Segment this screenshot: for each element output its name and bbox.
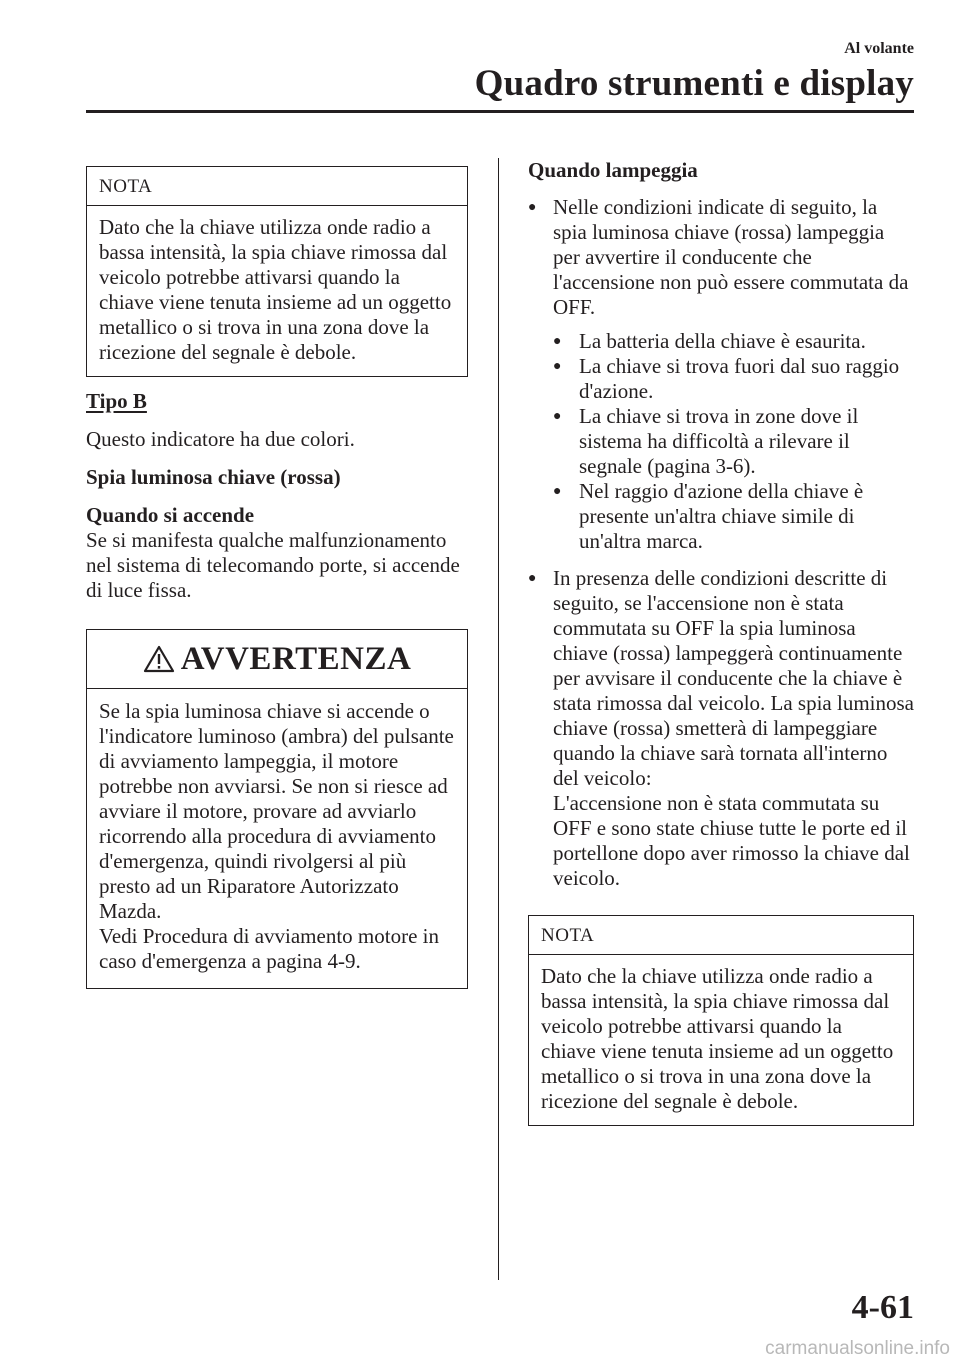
spia-heading: Spia luminosa chiave (rossa) — [86, 465, 341, 489]
section-title: Quadro strumenti e display — [474, 63, 914, 104]
warning-label: AVVERTENZA — [180, 640, 412, 677]
sub-bullet-icon: ● — [553, 334, 562, 349]
tipo-b-heading: Tipo B — [86, 389, 147, 413]
warning-box — [86, 629, 468, 989]
sub-item-text: La chiave si trova fuori dal suo raggio d'azione. — [579, 354, 900, 403]
column-divider — [498, 158, 499, 1280]
intro-text: Questo indicatore ha due colori. — [86, 427, 355, 451]
sub-list-item — [553, 479, 914, 554]
bullet-text: Nelle condizioni indicate di seguito, la spia luminosa chiave (rossa) lampeggia per avvertire il conducente che l'accensione non può essere commutata da OFF. — [553, 195, 909, 319]
bullet-text: In presenza delle condizioni descritte di seguito, se l'accensione non è stata commutata su OFF la spia luminosa chiave (rossa) lampeggerà continuamente per avvisare il conducente che la chiave è stata rimossa dal veicolo. La spia luminosa chiave (rossa) smetterà di lampeggiare quando la chiave sarà tornata all'interno del veicolo: — [553, 566, 914, 790]
accende-heading: Quando si accende — [86, 503, 255, 527]
bullet-extra-text: L'accensione non è stata commutata su OFF e sono state chiuse tutte le porte ed il portellone dopo aver rimosso la chiave dal veicolo. — [553, 791, 910, 890]
note-text: Dato che la chiave utilizza onde radio a bassa intensità, la spia chiave rimossa dal veicolo potrebbe attivarsi quando la chiave viene tenuta insieme ad un oggetto metallico o si trova in una zona dove la ricezione del segnale è debole. — [99, 215, 452, 364]
section-label: Al volante — [844, 40, 914, 57]
sub-list-item — [553, 329, 914, 354]
warning-header — [87, 630, 467, 689]
note-box-top — [86, 166, 468, 377]
note-label: NOTA — [87, 167, 467, 206]
right-column — [528, 158, 914, 1126]
note-text: Dato che la chiave utilizza onde radio a bassa intensità, la spia chiave rimossa dal veicolo potrebbe attivarsi quando la chiave viene tenuta insieme ad un oggetto metallico o si trova in una zona dove la ricezione del segnale è debole. — [541, 964, 894, 1113]
header-rule — [86, 110, 914, 113]
note-label: NOTA — [529, 916, 913, 955]
note-box-bottom — [528, 915, 914, 1126]
sub-list-item — [553, 354, 914, 404]
sub-item-text: La batteria della chiave è esaurita. — [579, 329, 866, 353]
sub-item-text: Nel raggio d'azione della chiave è presente un'altra chiave simile di un'altra marca. — [579, 479, 864, 553]
sub-bullet-icon: ● — [553, 484, 562, 499]
list-item — [528, 195, 914, 554]
warning-body — [87, 689, 467, 988]
sub-item-text: La chiave si trova in zone dove il sistema ha difficoltà a rilevare il segnale (pagina 3-6). — [579, 404, 859, 478]
sub-bullet-icon: ● — [553, 359, 562, 374]
sub-list-item — [553, 404, 914, 479]
bullet-icon: ● — [528, 571, 537, 586]
left-column — [86, 166, 468, 989]
sub-list — [553, 329, 914, 554]
warning-reference: Vedi Procedura di avviamento motore in caso d'emergenza a pagina 4-9. — [99, 924, 439, 973]
bullet-icon: ● — [528, 200, 537, 215]
warning-text: Se la spia luminosa chiave si accende o l'indicatore luminoso (ambra) del pulsante di avviamento lampeggia, il motore potrebbe non avviarsi. Se non si riesce ad avviare il motore, provare ad avviarlo ricorrendo alla procedura di avviamento d'emergenza, quindi rivolgersi al più presto ad un Riparatore Autorizzato Mazda. — [99, 699, 454, 923]
page-number: 4-61 — [851, 1289, 914, 1326]
sub-bullet-icon: ● — [553, 409, 562, 424]
list-item — [528, 566, 914, 891]
watermark: carmanualsonline.info — [765, 1338, 950, 1359]
accende-text: Se si manifesta qualche malfunzionamento nel sistema di telecomando porte, si accende di luce fissa. — [86, 528, 460, 602]
warning-triangle-icon — [143, 645, 175, 673]
blink-conditions-list — [528, 195, 914, 891]
lampeggia-heading: Quando lampeggia — [528, 158, 698, 182]
